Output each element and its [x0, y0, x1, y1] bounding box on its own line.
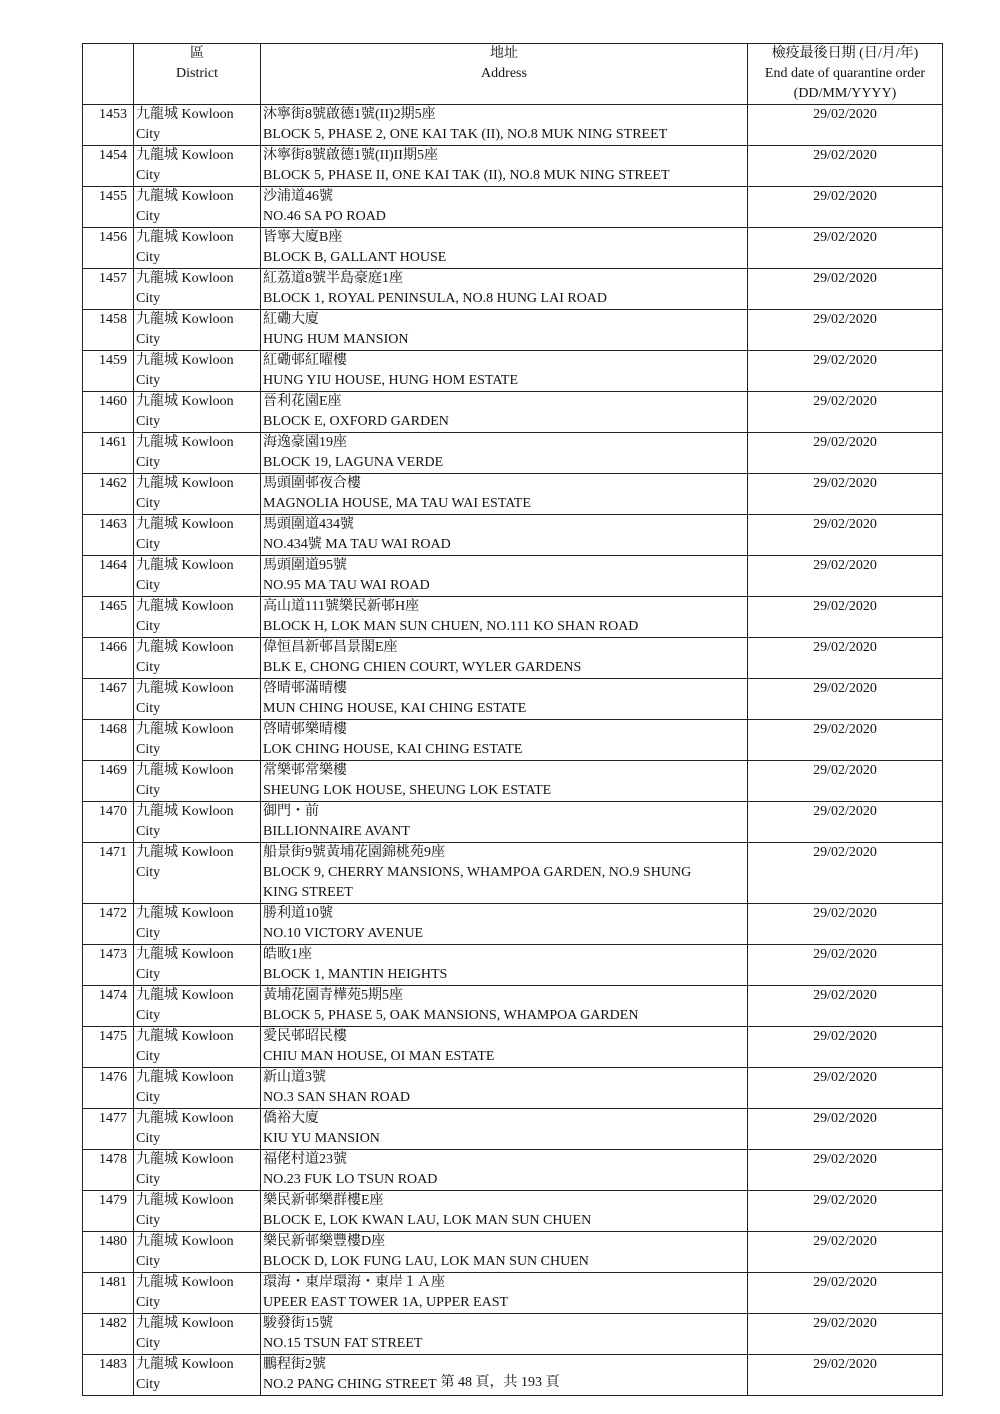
table-row — [83, 1314, 943, 1355]
district-line: City — [136, 783, 161, 798]
address-line: LOK CHING HOUSE, KAI CHING ESTATE — [263, 742, 523, 757]
table-row — [83, 904, 943, 945]
district-line: 九龍城 Kowloon — [136, 148, 234, 163]
address-line: KING STREET — [263, 885, 353, 900]
address-line: HUNG HUM MANSION — [263, 332, 409, 347]
district-line: City — [136, 1377, 161, 1392]
table-row — [83, 679, 943, 720]
address-line: NO.434號 MA TAU WAI ROAD — [263, 537, 451, 552]
row-number: 1472 — [83, 904, 134, 945]
address-line: UPEER EAST TOWER 1A, UPPER EAST — [263, 1295, 509, 1310]
address-cell — [261, 1273, 748, 1314]
district-line: 九龍城 Kowloon — [136, 1111, 234, 1126]
address-line: SHEUNG LOK HOUSE, SHEUNG LOK ESTATE — [263, 783, 552, 798]
row-number: 1456 — [83, 228, 134, 269]
header-address: 地址 Address — [261, 44, 748, 105]
address-line: BLOCK H, LOK MAN SUN CHUEN, NO.111 KO SHAN ROAD — [263, 619, 639, 634]
address-cell — [261, 351, 748, 392]
district-cell — [134, 1314, 261, 1355]
district-line: 九龍城 Kowloon — [136, 435, 234, 450]
address-cell — [261, 945, 748, 986]
district-line: 九龍城 Kowloon — [136, 1029, 234, 1044]
end-date-cell: 29/02/2020 — [748, 105, 943, 146]
table-row — [83, 269, 943, 310]
district-cell — [134, 986, 261, 1027]
end-date-cell: 29/02/2020 — [748, 146, 943, 187]
table-row — [83, 146, 943, 187]
district-line: City — [136, 1172, 161, 1187]
address-cell — [261, 761, 748, 802]
row-number: 1481 — [83, 1273, 134, 1314]
table-row — [83, 1109, 943, 1150]
address-line: 駿發街15號 — [263, 1316, 333, 1331]
row-number: 1468 — [83, 720, 134, 761]
district-line: City — [136, 1336, 161, 1351]
district-line: City — [136, 619, 161, 634]
end-date-cell: 29/02/2020 — [748, 761, 943, 802]
address-line: NO.23 FUK LO TSUN ROAD — [263, 1172, 438, 1187]
row-number: 1461 — [83, 433, 134, 474]
district-cell — [134, 515, 261, 556]
end-date-cell: 29/02/2020 — [748, 1314, 943, 1355]
table-row — [83, 515, 943, 556]
address-line: 環海・東岸環海・東岸１Ａ座 — [263, 1275, 445, 1290]
end-date-cell: 29/02/2020 — [748, 1068, 943, 1109]
end-date-cell: 29/02/2020 — [748, 802, 943, 843]
district-line: 九龍城 Kowloon — [136, 353, 234, 368]
table-row — [83, 105, 943, 146]
table-row — [83, 1150, 943, 1191]
district-line: City — [136, 742, 161, 757]
address-line: 皓畋1座 — [263, 947, 312, 962]
address-line: BLOCK 1, ROYAL PENINSULA, NO.8 HUNG LAI ROAD — [263, 291, 608, 306]
district-line: City — [136, 250, 161, 265]
address-line: 沐寧街8號啟德1號(II)2期5座 — [263, 107, 436, 122]
district-cell — [134, 1027, 261, 1068]
district-cell — [134, 945, 261, 986]
header-district: 區 District — [134, 44, 261, 105]
district-line: 九龍城 Kowloon — [136, 394, 234, 409]
end-date-cell: 29/02/2020 — [748, 269, 943, 310]
address-line: 皆寧大廈B座 — [263, 230, 343, 245]
address-line: BLOCK D, LOK FUNG LAU, LOK MAN SUN CHUEN — [263, 1254, 589, 1269]
end-date-cell: 29/02/2020 — [748, 351, 943, 392]
end-date-cell: 29/02/2020 — [748, 679, 943, 720]
address-line: BLOCK E, OXFORD GARDEN — [263, 414, 449, 429]
district-line: 九龍城 Kowloon — [136, 988, 234, 1003]
header-end-date: 檢疫最後日期 (日/月/年) End date of quarantine order (DD/MM/YYYY) — [748, 44, 943, 105]
district-cell — [134, 146, 261, 187]
address-cell — [261, 310, 748, 351]
end-date-cell: 29/02/2020 — [748, 187, 943, 228]
table-row — [83, 945, 943, 986]
table-row — [83, 802, 943, 843]
address-line: 馬頭圍道434號 — [263, 517, 354, 532]
address-cell — [261, 392, 748, 433]
address-line: 紅荔道8號半島豪庭1座 — [263, 271, 403, 286]
address-cell — [261, 1232, 748, 1273]
district-line: City — [136, 127, 161, 142]
address-line: 紅磡邨紅曜樓 — [263, 353, 347, 368]
district-line: City — [136, 926, 161, 941]
address-line: NO.10 VICTORY AVENUE — [263, 926, 424, 941]
end-date-cell: 29/02/2020 — [748, 1232, 943, 1273]
row-number: 1464 — [83, 556, 134, 597]
district-cell — [134, 351, 261, 392]
address-line: 紅磡大廈 — [263, 312, 319, 327]
address-cell — [261, 269, 748, 310]
district-cell — [134, 269, 261, 310]
row-number: 1478 — [83, 1150, 134, 1191]
address-line: 偉恒昌新邨昌景閣E座 — [263, 640, 398, 655]
district-cell — [134, 105, 261, 146]
address-line: 馬頭圍邨夜合樓 — [263, 476, 361, 491]
district-line: 九龍城 Kowloon — [136, 599, 234, 614]
address-line: 御門・前 — [263, 804, 319, 819]
page-footer: 第 48 頁，共 193 頁 — [440, 1375, 560, 1390]
district-line: City — [136, 824, 161, 839]
district-line: 九龍城 Kowloon — [136, 517, 234, 532]
table-row — [83, 474, 943, 515]
district-line: 九龍城 Kowloon — [136, 1275, 234, 1290]
district-line: 九龍城 Kowloon — [136, 1193, 234, 1208]
address-line: 啓晴邨樂晴樓 — [263, 722, 347, 737]
address-line: BLOCK E, LOK KWAN LAU, LOK MAN SUN CHUEN — [263, 1213, 592, 1228]
end-date-cell: 29/02/2020 — [748, 515, 943, 556]
address-cell — [261, 556, 748, 597]
table-row — [83, 638, 943, 679]
row-number: 1460 — [83, 392, 134, 433]
address-cell — [261, 1191, 748, 1232]
address-line: KIU YU MANSION — [263, 1131, 380, 1146]
district-line: 九龍城 Kowloon — [136, 640, 234, 655]
end-date-cell: 29/02/2020 — [748, 310, 943, 351]
address-line: 馬頭圍道95號 — [263, 558, 347, 573]
address-line: 高山道111號樂民新邨H座 — [263, 599, 420, 614]
row-number: 1475 — [83, 1027, 134, 1068]
district-line: City — [136, 209, 161, 224]
district-line: City — [136, 1254, 161, 1269]
end-date-cell: 29/02/2020 — [748, 1273, 943, 1314]
address-line: MUN CHING HOUSE, KAI CHING ESTATE — [263, 701, 527, 716]
row-number: 1453 — [83, 105, 134, 146]
row-number: 1474 — [83, 986, 134, 1027]
end-date-cell: 29/02/2020 — [748, 228, 943, 269]
district-cell — [134, 904, 261, 945]
row-number: 1479 — [83, 1191, 134, 1232]
address-line: 沙浦道46號 — [263, 189, 333, 204]
address-line: 勝利道10號 — [263, 906, 333, 921]
end-date-cell: 29/02/2020 — [748, 597, 943, 638]
address-cell — [261, 1027, 748, 1068]
district-line: 九龍城 Kowloon — [136, 947, 234, 962]
district-line: City — [136, 1090, 161, 1105]
table-row — [83, 351, 943, 392]
address-cell — [261, 904, 748, 945]
address-line: HUNG YIU HOUSE, HUNG HOM ESTATE — [263, 373, 519, 388]
table-row — [83, 597, 943, 638]
address-cell — [261, 474, 748, 515]
district-line: City — [136, 865, 161, 880]
end-date-cell: 29/02/2020 — [748, 1027, 943, 1068]
district-cell — [134, 187, 261, 228]
quarantine-table — [82, 43, 943, 1396]
district-cell — [134, 433, 261, 474]
district-line: 九龍城 Kowloon — [136, 1070, 234, 1085]
district-cell — [134, 310, 261, 351]
district-line: 九龍城 Kowloon — [136, 1357, 234, 1372]
row-number: 1467 — [83, 679, 134, 720]
address-line: NO.3 SAN SHAN ROAD — [263, 1090, 411, 1105]
row-number: 1465 — [83, 597, 134, 638]
address-line: BLOCK 5, PHASE 2, ONE KAI TAK (II), NO.8 MUK NING STREET — [263, 127, 668, 142]
table-row — [83, 720, 943, 761]
address-cell — [261, 986, 748, 1027]
district-cell — [134, 1109, 261, 1150]
district-line: City — [136, 373, 161, 388]
district-cell — [134, 228, 261, 269]
address-line: 黃埔花園青樺苑5期5座 — [263, 988, 403, 1003]
table-row — [83, 310, 943, 351]
address-line: MAGNOLIA HOUSE, MA TAU WAI ESTATE — [263, 496, 531, 511]
end-date-cell: 29/02/2020 — [748, 392, 943, 433]
row-number: 1463 — [83, 515, 134, 556]
address-line: BLOCK 19, LAGUNA VERDE — [263, 455, 444, 470]
address-line: 晉利花園E座 — [263, 394, 342, 409]
district-line: 九龍城 Kowloon — [136, 107, 234, 122]
address-line: 樂民新邨樂群樓E座 — [263, 1193, 384, 1208]
district-cell — [134, 392, 261, 433]
district-line: City — [136, 660, 161, 675]
table-row — [83, 556, 943, 597]
district-cell — [134, 843, 261, 904]
district-cell — [134, 1068, 261, 1109]
district-line: 九龍城 Kowloon — [136, 1234, 234, 1249]
district-line: City — [136, 1049, 161, 1064]
district-cell — [134, 1232, 261, 1273]
address-cell — [261, 1109, 748, 1150]
address-line: 海逸豪園19座 — [263, 435, 347, 450]
row-number: 1459 — [83, 351, 134, 392]
row-number: 1454 — [83, 146, 134, 187]
table-row — [83, 1273, 943, 1314]
district-cell — [134, 802, 261, 843]
district-line: 九龍城 Kowloon — [136, 1316, 234, 1331]
address-line: NO.15 TSUN FAT STREET — [263, 1336, 423, 1351]
address-cell — [261, 843, 748, 904]
address-line: BLK E, CHONG CHIEN COURT, WYLER GARDENS — [263, 660, 582, 675]
row-number: 1473 — [83, 945, 134, 986]
end-date-cell: 29/02/2020 — [748, 1355, 943, 1396]
district-line: 九龍城 Kowloon — [136, 312, 234, 327]
table-row — [83, 392, 943, 433]
address-line: 新山道3號 — [263, 1070, 326, 1085]
end-date-cell: 29/02/2020 — [748, 556, 943, 597]
row-number: 1458 — [83, 310, 134, 351]
address-line: CHIU MAN HOUSE, OI MAN ESTATE — [263, 1049, 495, 1064]
row-number: 1480 — [83, 1232, 134, 1273]
district-line: City — [136, 1008, 161, 1023]
address-line: BILLIONNAIRE AVANT — [263, 824, 410, 839]
district-line: City — [136, 578, 161, 593]
row-number: 1457 — [83, 269, 134, 310]
address-cell — [261, 433, 748, 474]
district-cell — [134, 679, 261, 720]
row-number: 1477 — [83, 1109, 134, 1150]
row-number: 1470 — [83, 802, 134, 843]
address-line: 樂民新邨樂豐樓D座 — [263, 1234, 386, 1249]
district-cell — [134, 1273, 261, 1314]
district-line: 九龍城 Kowloon — [136, 476, 234, 491]
address-line: 沐寧街8號啟德1號(II)II期5座 — [263, 148, 438, 163]
district-line: City — [136, 414, 161, 429]
address-cell — [261, 597, 748, 638]
district-line: City — [136, 701, 161, 716]
end-date-cell: 29/02/2020 — [748, 945, 943, 986]
district-cell — [134, 720, 261, 761]
end-date-cell: 29/02/2020 — [748, 1109, 943, 1150]
district-line: 九龍城 Kowloon — [136, 681, 234, 696]
district-line: City — [136, 332, 161, 347]
address-cell — [261, 146, 748, 187]
district-line: City — [136, 455, 161, 470]
address-line: 愛民邨昭民樓 — [263, 1029, 347, 1044]
district-line: 九龍城 Kowloon — [136, 845, 234, 860]
address-cell — [261, 638, 748, 679]
row-number: 1471 — [83, 843, 134, 904]
address-line: BLOCK B, GALLANT HOUSE — [263, 250, 447, 265]
end-date-cell: 29/02/2020 — [748, 433, 943, 474]
address-line: NO.2 PANG CHING STREET — [263, 1377, 437, 1392]
district-line: 九龍城 Kowloon — [136, 271, 234, 286]
row-number: 1482 — [83, 1314, 134, 1355]
address-cell — [261, 679, 748, 720]
end-date-cell: 29/02/2020 — [748, 638, 943, 679]
address-line: 僑裕大廈 — [263, 1111, 319, 1126]
table-row — [83, 1027, 943, 1068]
end-date-cell: 29/02/2020 — [748, 843, 943, 904]
district-line: 九龍城 Kowloon — [136, 230, 234, 245]
district-line: 九龍城 Kowloon — [136, 906, 234, 921]
table-row — [83, 986, 943, 1027]
end-date-cell: 29/02/2020 — [748, 904, 943, 945]
district-line: City — [136, 1295, 161, 1310]
row-number: 1455 — [83, 187, 134, 228]
address-line: 鵬程街2號 — [263, 1357, 326, 1372]
address-line: BLOCK 9, CHERRY MANSIONS, WHAMPOA GARDEN, NO.9 SHUNG — [263, 865, 692, 880]
row-number: 1476 — [83, 1068, 134, 1109]
table-row — [83, 1232, 943, 1273]
end-date-cell: 29/02/2020 — [748, 1191, 943, 1232]
district-line: 九龍城 Kowloon — [136, 558, 234, 573]
address-cell — [261, 187, 748, 228]
end-date-cell: 29/02/2020 — [748, 1150, 943, 1191]
address-line: 啓晴邨滿晴樓 — [263, 681, 347, 696]
district-line: 九龍城 Kowloon — [136, 189, 234, 204]
district-line: 九龍城 Kowloon — [136, 722, 234, 737]
district-line: City — [136, 967, 161, 982]
row-number: 1466 — [83, 638, 134, 679]
address-cell — [261, 1314, 748, 1355]
address-line: 常樂邨常樂樓 — [263, 763, 347, 778]
district-cell — [134, 638, 261, 679]
district-cell — [134, 556, 261, 597]
district-line: City — [136, 496, 161, 511]
district-line: City — [136, 537, 161, 552]
table-row — [83, 1191, 943, 1232]
table-row — [83, 228, 943, 269]
district-line: 九龍城 Kowloon — [136, 1152, 234, 1167]
header-number — [83, 44, 134, 105]
address-line: 福佬村道23號 — [263, 1152, 347, 1167]
address-cell — [261, 515, 748, 556]
district-line: City — [136, 1213, 161, 1228]
table-header-row — [83, 44, 943, 105]
address-line: BLOCK 5, PHASE II, ONE KAI TAK (II), NO.8 MUK NING STREET — [263, 168, 670, 183]
district-line: City — [136, 291, 161, 306]
table-row — [83, 843, 943, 904]
address-cell — [261, 720, 748, 761]
end-date-cell: 29/02/2020 — [748, 986, 943, 1027]
address-line: NO.95 MA TAU WAI ROAD — [263, 578, 430, 593]
table-row — [83, 433, 943, 474]
table-row — [83, 761, 943, 802]
end-date-cell: 29/02/2020 — [748, 720, 943, 761]
district-line: 九龍城 Kowloon — [136, 804, 234, 819]
address-line: NO.46 SA PO ROAD — [263, 209, 386, 224]
district-line: City — [136, 1131, 161, 1146]
end-date-cell: 29/02/2020 — [748, 474, 943, 515]
address-line: 船景街9號黃埔花園錦桃苑9座 — [263, 845, 445, 860]
address-line: BLOCK 5, PHASE 5, OAK MANSIONS, WHAMPOA GARDEN — [263, 1008, 639, 1023]
district-cell — [134, 761, 261, 802]
district-line: City — [136, 168, 161, 183]
table-row — [83, 187, 943, 228]
row-number: 1483 — [83, 1355, 134, 1396]
address-cell — [261, 1068, 748, 1109]
row-number: 1462 — [83, 474, 134, 515]
address-cell — [261, 228, 748, 269]
district-cell — [134, 1191, 261, 1232]
table-row — [83, 1068, 943, 1109]
row-number: 1469 — [83, 761, 134, 802]
district-line: 九龍城 Kowloon — [136, 763, 234, 778]
district-cell — [134, 1150, 261, 1191]
address-cell — [261, 802, 748, 843]
address-line: BLOCK 1, MANTIN HEIGHTS — [263, 967, 448, 982]
address-cell — [261, 1150, 748, 1191]
address-cell — [261, 105, 748, 146]
district-cell — [134, 474, 261, 515]
district-cell — [134, 597, 261, 638]
